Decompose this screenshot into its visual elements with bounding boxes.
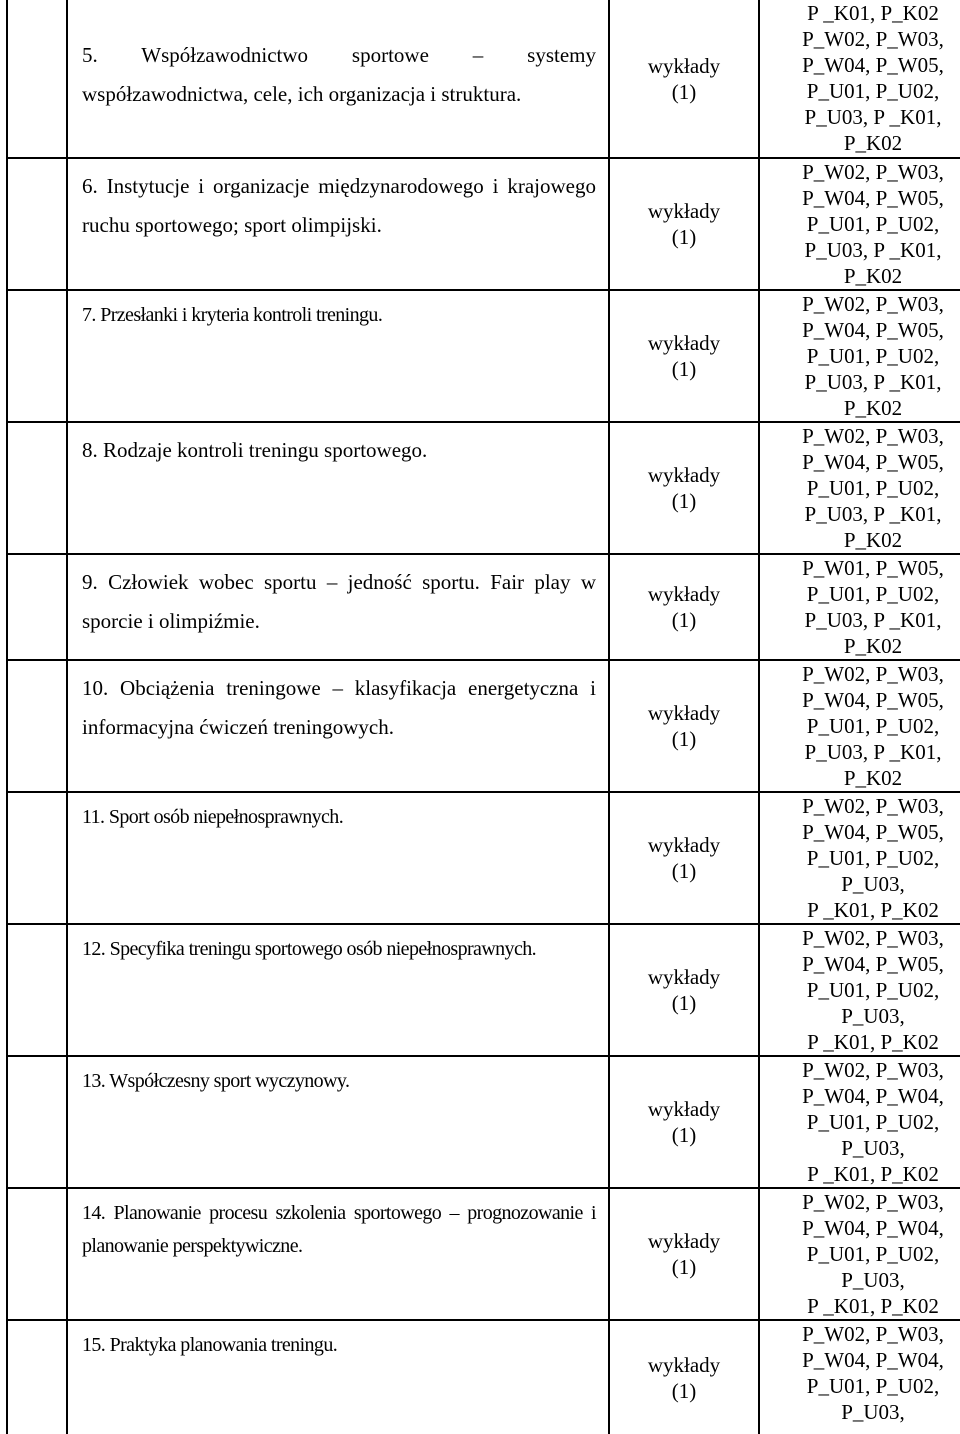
learning-effect-line: P_W02, P_W03, xyxy=(802,794,944,818)
learning-effect-line: P_U01, P_U02, xyxy=(806,846,940,870)
class-form-text: wykłady xyxy=(647,199,721,223)
learning-effect-line: P_U03, P _K01, xyxy=(804,238,942,262)
table-row xyxy=(7,1188,960,1320)
row-number-cell xyxy=(7,924,67,1056)
learning-effect-line: P_W02, P_W03, xyxy=(802,662,944,686)
learning-effect-line: P_U01, P_U02, xyxy=(806,344,940,368)
learning-effect-line: P_W02, P_W03, xyxy=(802,424,944,448)
topic-cell xyxy=(67,290,609,422)
form-cell xyxy=(609,1056,759,1188)
learning-effects-cell xyxy=(759,0,960,158)
class-form-text: wykłady xyxy=(647,1097,721,1121)
class-form-text: wykłady xyxy=(647,582,721,606)
topic-cell xyxy=(67,554,609,660)
learning-effect-line: P _K01, P_K02 xyxy=(807,1030,939,1054)
learning-effect-line: P_U03, xyxy=(841,1136,905,1160)
class-form-text: wykłady xyxy=(647,1352,721,1377)
learning-effect-line: P_U03, xyxy=(841,872,905,896)
learning-effect-line: P_U01, P_U02, xyxy=(806,1110,940,1134)
hours-text: (1) xyxy=(671,225,697,249)
class-form-text: wykłady xyxy=(647,331,721,355)
form-cell xyxy=(609,1188,759,1320)
learning-effect-line: P_W04, P_W05, xyxy=(802,318,944,342)
learning-effect-line: P_U03, xyxy=(841,1268,905,1292)
hours-text: (1) xyxy=(671,357,697,381)
learning-effect-line: P _K01, P_K02 xyxy=(807,1,939,25)
class-form-text: wykłady xyxy=(647,833,721,857)
learning-effects-cell xyxy=(759,1056,960,1188)
class-form-text: wykłady xyxy=(647,965,721,989)
topic-cell xyxy=(67,792,609,924)
form-cell xyxy=(609,158,759,290)
learning-effect-line: P_U03, P _K01, xyxy=(804,608,942,632)
hours-text: (1) xyxy=(671,1378,697,1403)
form-cell xyxy=(609,554,759,660)
topic-text: 5. Współzawodnictwo sportowe – systemy współzawodnictwa, cele, ich organizacja i struktura. xyxy=(82,43,596,106)
learning-effect-line: P_W02, P_W03, xyxy=(802,926,944,950)
class-form-text: wykłady xyxy=(647,1229,721,1253)
topic-text: 12. Specyfika treningu sportowego osób niepełnosprawnych. xyxy=(82,938,537,960)
learning-effects-cell xyxy=(759,158,960,290)
learning-effect-line: P _K01, P_K02 xyxy=(807,898,939,922)
table-row xyxy=(7,554,960,660)
row-number-cell xyxy=(7,290,67,422)
hours-text: (1) xyxy=(671,1123,697,1147)
learning-effect-line: P_U01, P_U02, xyxy=(806,978,940,1002)
learning-effect-line: P_U03, xyxy=(841,1400,905,1424)
topic-cell xyxy=(67,422,609,554)
table-row xyxy=(7,290,960,422)
learning-effects-cell xyxy=(759,660,960,792)
table-row xyxy=(7,158,960,290)
learning-effect-line: P_K02 xyxy=(843,131,903,155)
table-row xyxy=(7,792,960,924)
learning-effect-line: P_K02 xyxy=(843,528,903,552)
learning-effect-line: P _K01, P_K02 xyxy=(807,1162,939,1186)
table-row xyxy=(7,1320,960,1434)
form-cell xyxy=(609,924,759,1056)
learning-effects-cell xyxy=(759,422,960,554)
learning-effect-line: P_W02, P_W03, xyxy=(802,27,944,51)
learning-effect-line: P_W02, P_W03, xyxy=(802,160,944,184)
learning-effect-line: P_U01, P_U02, xyxy=(806,582,940,606)
learning-effect-line: P_K02 xyxy=(843,396,903,420)
row-number-cell xyxy=(7,0,67,158)
topic-cell xyxy=(67,924,609,1056)
row-number-cell xyxy=(7,1188,67,1320)
learning-effect-line: P_W04, P_W04, xyxy=(802,1348,944,1372)
topic-cell xyxy=(67,158,609,290)
learning-effects-cell xyxy=(759,554,960,660)
form-cell xyxy=(609,422,759,554)
topic-text: 9. Człowiek wobec sportu – jedność sportu. Fair play w sporcie i olimpiźmie. xyxy=(82,570,596,633)
learning-effect-line: P_W01, P_W05, xyxy=(802,556,944,580)
learning-effect-line: P_U01, P_U02, xyxy=(806,476,940,500)
learning-effect-line: P_U03, P _K01, xyxy=(804,502,942,526)
learning-effect-line: P_W04, P_W05, xyxy=(802,952,944,976)
row-number-cell xyxy=(7,554,67,660)
form-cell xyxy=(609,660,759,792)
learning-effect-line: P_U03, P _K01, xyxy=(804,740,942,764)
row-number-cell xyxy=(7,660,67,792)
syllabus-table xyxy=(6,0,960,1434)
hours-text: (1) xyxy=(671,79,697,104)
topic-text: 11. Sport osób niepełnosprawnych. xyxy=(82,806,344,828)
learning-effect-line: P_W02, P_W03, xyxy=(802,1058,944,1082)
topic-text: 8. Rodzaje kontroli treningu sportowego. xyxy=(82,438,428,462)
learning-effects-cell xyxy=(759,924,960,1056)
learning-effect-line: P_W04, P_W05, xyxy=(802,688,944,712)
learning-effects-cell xyxy=(759,1320,960,1434)
topic-text: 15. Praktyka planowania treningu. xyxy=(82,1334,338,1356)
form-cell xyxy=(609,0,759,158)
learning-effect-line: P _K01, P_K02 xyxy=(807,1294,939,1318)
topic-cell xyxy=(67,0,609,158)
learning-effect-line: P_W04, P_W04, xyxy=(802,1216,944,1240)
learning-effect-line: P_W04, P_W05, xyxy=(802,450,944,474)
learning-effect-line: P_W04, P_W05, xyxy=(802,820,944,844)
learning-effect-line: P_U03, P _K01, xyxy=(804,370,942,394)
learning-effect-line: P_W02, P_W03, xyxy=(802,292,944,316)
learning-effect-line: P_W04, P_W04, xyxy=(802,1084,944,1108)
learning-effect-line: P_K02 xyxy=(843,766,903,790)
learning-effect-line: P_U01, P_U02, xyxy=(806,79,940,103)
hours-text: (1) xyxy=(671,608,697,632)
class-form-text: wykłady xyxy=(647,701,721,725)
table-row xyxy=(7,924,960,1056)
table-row xyxy=(7,1056,960,1188)
topic-text: 13. Współczesny sport wyczynowy. xyxy=(82,1070,350,1092)
topic-cell xyxy=(67,1056,609,1188)
row-number-cell xyxy=(7,158,67,290)
learning-effect-line: P_W04, P_W05, xyxy=(802,186,944,210)
hours-text: (1) xyxy=(671,727,697,751)
row-number-cell xyxy=(7,792,67,924)
topic-cell xyxy=(67,1188,609,1320)
hours-text: (1) xyxy=(671,859,697,883)
learning-effects-cell xyxy=(759,290,960,422)
table-row xyxy=(7,422,960,554)
form-cell xyxy=(609,290,759,422)
learning-effect-line: P_W04, P_W05, xyxy=(802,53,944,77)
learning-effect-line: P_U01, P_U02, xyxy=(806,1242,940,1266)
form-cell xyxy=(609,1320,759,1434)
hours-text: (1) xyxy=(671,489,697,513)
row-number-cell xyxy=(7,1056,67,1188)
learning-effect-line: P_K02 xyxy=(843,634,903,658)
learning-effect-line: P_U03, P _K01, xyxy=(804,105,942,129)
topic-cell xyxy=(67,660,609,792)
hours-text: (1) xyxy=(671,991,697,1015)
topic-text: 10. Obciążenia treningowe – klasyfikacja energetyczna i informacyjna ćwiczeń treningowych. xyxy=(82,676,596,739)
form-cell xyxy=(609,792,759,924)
table-row xyxy=(7,660,960,792)
learning-effect-line: P_U01, P_U02, xyxy=(806,1374,940,1398)
learning-effect-line: P_K02 xyxy=(843,264,903,288)
hours-text: (1) xyxy=(671,1255,697,1279)
topic-text: 14. Planowanie procesu szkolenia sportowego – prognozowanie i planowanie perspektywiczne. xyxy=(82,1202,596,1257)
class-form-text: wykłady xyxy=(647,463,721,487)
learning-effects-cell xyxy=(759,792,960,924)
row-number-cell xyxy=(7,422,67,554)
table-row xyxy=(7,0,960,158)
class-form-text: wykłady xyxy=(647,53,721,78)
learning-effect-line: P_U01, P_U02, xyxy=(806,212,940,236)
topic-cell xyxy=(67,1320,609,1434)
learning-effect-line: P_U03, xyxy=(841,1004,905,1028)
learning-effect-line: P_W02, P_W03, xyxy=(802,1190,944,1214)
learning-effects-cell xyxy=(759,1188,960,1320)
topic-text: 6. Instytucje i organizacje międzynarodowego i krajowego ruchu sportowego; sport olimpijski. xyxy=(82,174,596,237)
row-number-cell xyxy=(7,1320,67,1434)
learning-effect-line: P_W02, P_W03, xyxy=(802,1322,944,1346)
learning-effect-line: P_U01, P_U02, xyxy=(806,714,940,738)
topic-text: 7. Przesłanki i kryteria kontroli treningu. xyxy=(82,304,383,326)
